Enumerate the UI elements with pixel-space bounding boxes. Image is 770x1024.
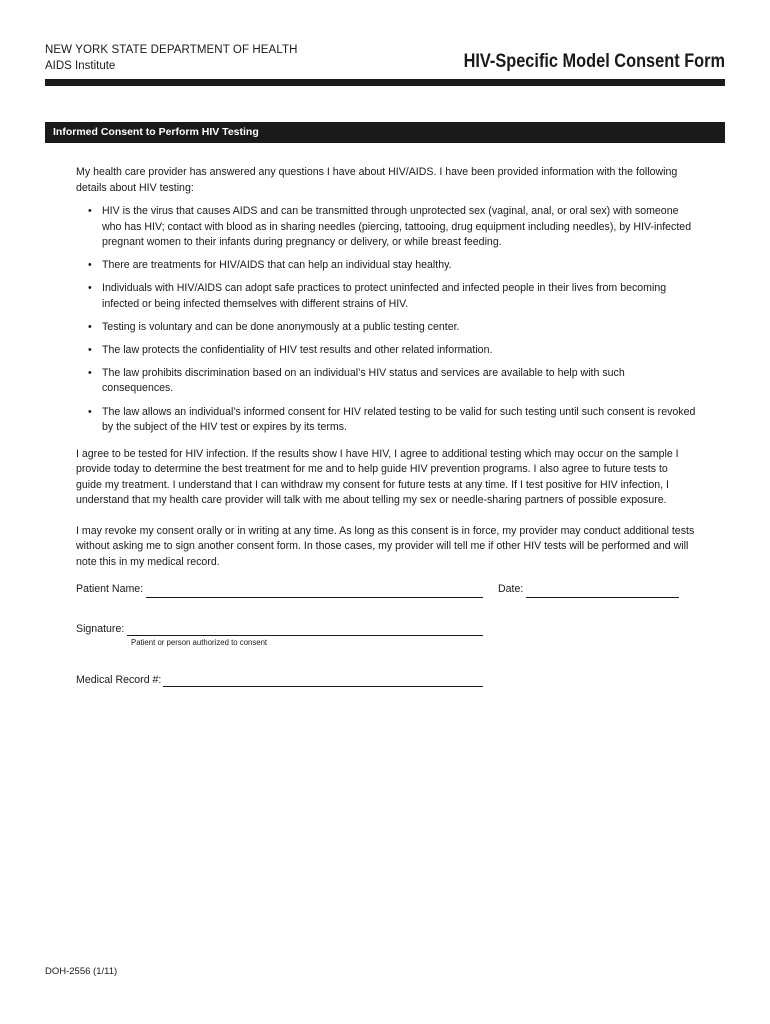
list-item [76, 405, 696, 436]
patient-name-field[interactable] [146, 597, 483, 598]
list-item [76, 281, 696, 312]
consent-body [76, 165, 696, 570]
institute-name: AIDS Institute [45, 60, 116, 72]
date-label: Date: [498, 583, 524, 595]
bullet-icon: • [88, 405, 92, 418]
date-field[interactable] [526, 597, 679, 598]
signature-note: Patient or person authorized to consent [131, 638, 268, 647]
bullet-icon: • [88, 205, 92, 217]
list-item-text: HIV is the virus that causes AIDS and can be transmitted through unprotected sex (vaginal, anal, or oral sex) with someone who has HIV; contact with blood as in sharing needles (piercing, tattooing, drug equipment including needles), by HIV-infected pregnant women to their infants during pregnancy or delivery, or while breast feeding. [102, 205, 692, 248]
form-code: DOH-2556 (1/11) [45, 966, 118, 977]
agreement-paragraph: I agree to be tested for HIV infection. If the results show I have HIV, I agree to additional testing which may occur on the sample I provide today to determine the best treatment for me and to help guide HIV prevention programs. I also agree to future tests to guide my treatment. I understand that I can withdraw my consent for future tests at any time. If I test positive for HIV infection, I understand that my health care provider will talk with me about telling my sex or needle-sharing partners of possible exposure. [76, 447, 679, 507]
list-item-text: There are treatments for HIV/AIDS that can help an individual stay healthy. [102, 259, 452, 272]
list-item [76, 343, 696, 359]
form-header [45, 44, 725, 76]
list-item-text: Individuals with HIV/AIDS can adopt safe practices to protect uninfected and infected people in their lives from becoming infected or being infected themselves with different strains of HIV. [102, 282, 667, 310]
intro-paragraph: My health care provider has answered any questions I have about HIV/AIDS. I have been provided information with the following details about HIV testing: [76, 166, 678, 194]
list-item-text: Testing is voluntary and can be done anonymously at a public testing center. [102, 320, 460, 333]
bullet-icon: • [88, 259, 92, 272]
bullet-icon: • [88, 282, 92, 295]
department-name: NEW YORK STATE DEPARTMENT OF HEALTH [45, 44, 298, 56]
signature-label: Signature: [76, 623, 125, 635]
medical-record-field[interactable] [163, 686, 483, 687]
bullet-icon: • [88, 366, 92, 379]
list-item [76, 320, 696, 336]
list-item-text: The law protects the confidentiality of HIV test results and other related information. [102, 343, 493, 356]
revocation-paragraph: I may revoke my consent orally or in writing at any time. As long as this consent is in force, my provider may conduct additional tests without asking me to sign another consent form. In those cases, my provider will tell me if other HIV tests will be performed and will note this in my medical record. [76, 524, 695, 568]
list-item-text: The law prohibits discrimination based on an individual’s HIV status and services are available to help with such consequences. [102, 366, 625, 395]
form-title: HIV-Specific Model Consent Form [463, 51, 725, 72]
signature-fields [76, 583, 696, 703]
patient-name-label: Patient Name: [76, 583, 144, 595]
list-item [76, 258, 696, 274]
signature-field[interactable] [127, 635, 483, 636]
section-title: Informed Consent to Perform HIV Testing [53, 126, 259, 138]
header-divider [45, 79, 725, 86]
medical-record-label: Medical Record #: [76, 674, 162, 686]
section-header-bar [45, 122, 725, 143]
hiv-facts-list [76, 204, 696, 436]
list-item-text: The law allows an individual’s informed consent for HIV related testing to be valid for such testing until such consent is revoked by the subject of the HIV test or expires by its terms. [102, 405, 696, 434]
list-item [76, 204, 696, 251]
list-item [76, 366, 696, 397]
bullet-icon: • [88, 320, 92, 333]
bullet-icon: • [88, 343, 92, 356]
